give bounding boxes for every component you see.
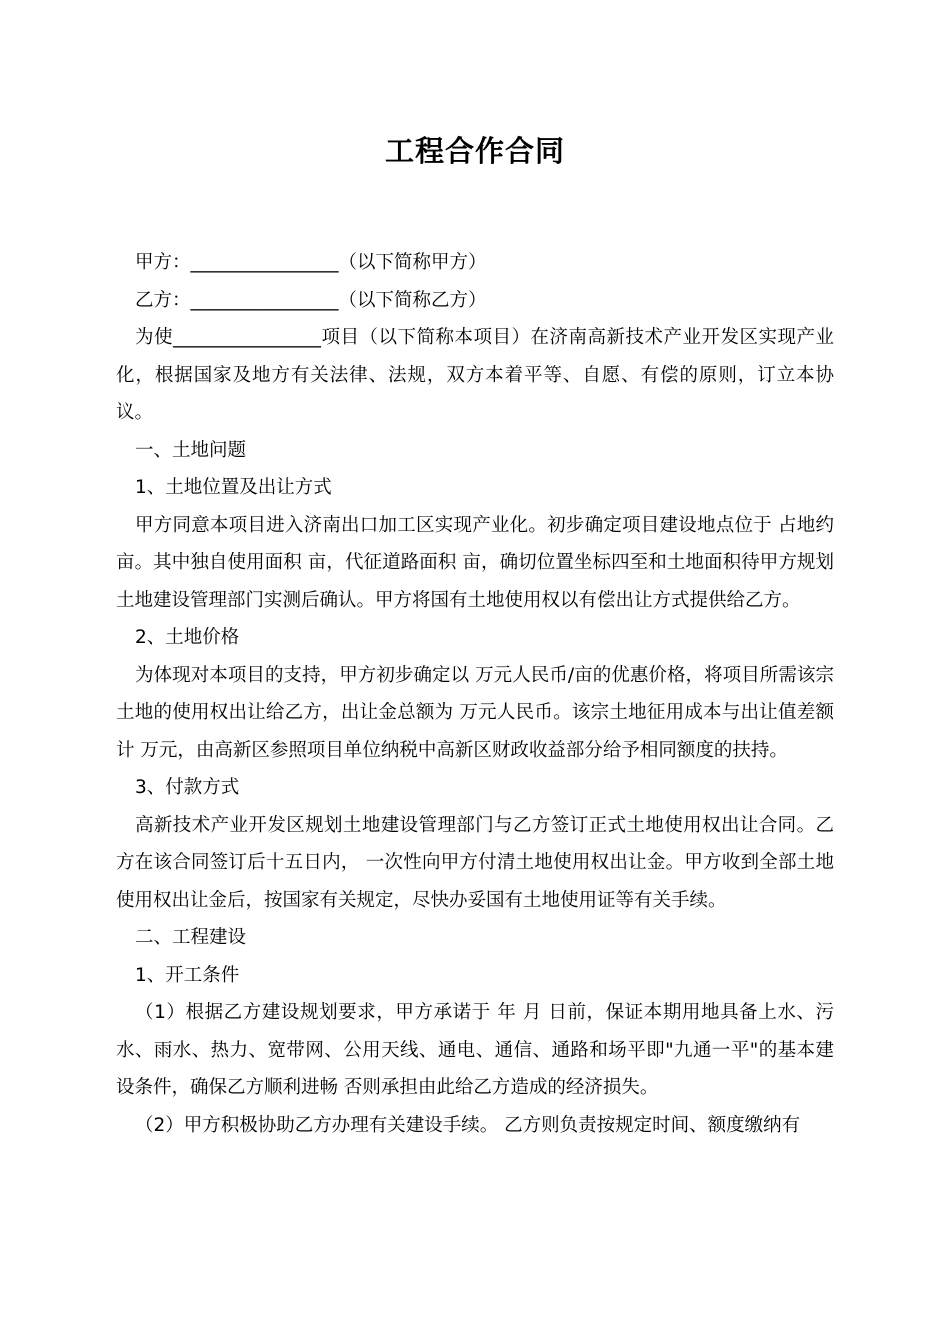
paragraph-payment: 高新技术产业开发区规划土地建设管理部门与乙方签订正式土地使用权出让合同。乙方在该合同签订后十五日内， 一次性向甲方付清土地使用权出让金。甲方收到全部土地使用权出让金后，按国家有关规定，尽快办妥国有土地使用证等有关手续。 <box>116 814 834 911</box>
subheading-land-price: 2、土地价格 <box>135 627 240 648</box>
subheading-land-location: 1、土地位置及出让方式 <box>135 477 332 498</box>
paragraph-condition-1: （1）根据乙方建设规划要求，甲方承诺于 年 月 日前，保证本期用地具备上水、污水、雨水、热力、宽带网、公用天线、通电、通信、通路和场平即"九通一平"的基本建设条件，确保乙方顺利进畅 否则承担由此给乙方造成的经济损失。 <box>116 1002 834 1098</box>
subheading-payment: 3、付款方式 <box>135 777 240 798</box>
subheading-start-conditions: 1、开工条件 <box>135 964 240 986</box>
section-heading-construction: 二、工程建设 <box>135 927 247 948</box>
paragraph-land-price: 为体现对本项目的支持，甲方初步确定以 万元人民币/亩的优惠价格，将项目所需该宗土地的使用权出让给乙方，出让金总额为 万元人民币。该宗土地征用成本与出让值差额计 万元，由高新区参照项目单位纳税中高新区财政收益部分给予相同额度的扶持。 <box>116 664 834 761</box>
preamble-paragraph: 为使________________项目（以下简称本项目）在济南高新技术产业开发区实现产业化，根据国家及地方有关法律、法规，双方本着平等、自愿、有偿的原则，订立本协议。 <box>116 327 834 423</box>
party-b-line: 乙方：________________（以下简称乙方） <box>135 289 487 311</box>
paragraph-condition-2: （2）甲方积极协助乙方办理有关建设手续。 乙方则负责按规定时间、额度缴纳有 <box>135 1114 801 1136</box>
section-heading-land: 一、土地问题 <box>135 439 247 461</box>
paragraph-land-location: 甲方同意本项目进入济南出口加工区实现产业化。初步确定项目建设地点位于 占地约 亩。其中独自使用面积 亩，代征道路面积 亩，确切位置坐标四至和土地面积待甲方规划土地建设管理部门实测后确认。甲方将国有土地使用权以有偿出让方式提供给乙方。 <box>116 514 840 611</box>
document-title: 工程合作合同 <box>384 134 565 168</box>
party-a-line: 甲方：________________（以下简称甲方） <box>135 252 487 273</box>
document-body <box>116 244 840 1144</box>
